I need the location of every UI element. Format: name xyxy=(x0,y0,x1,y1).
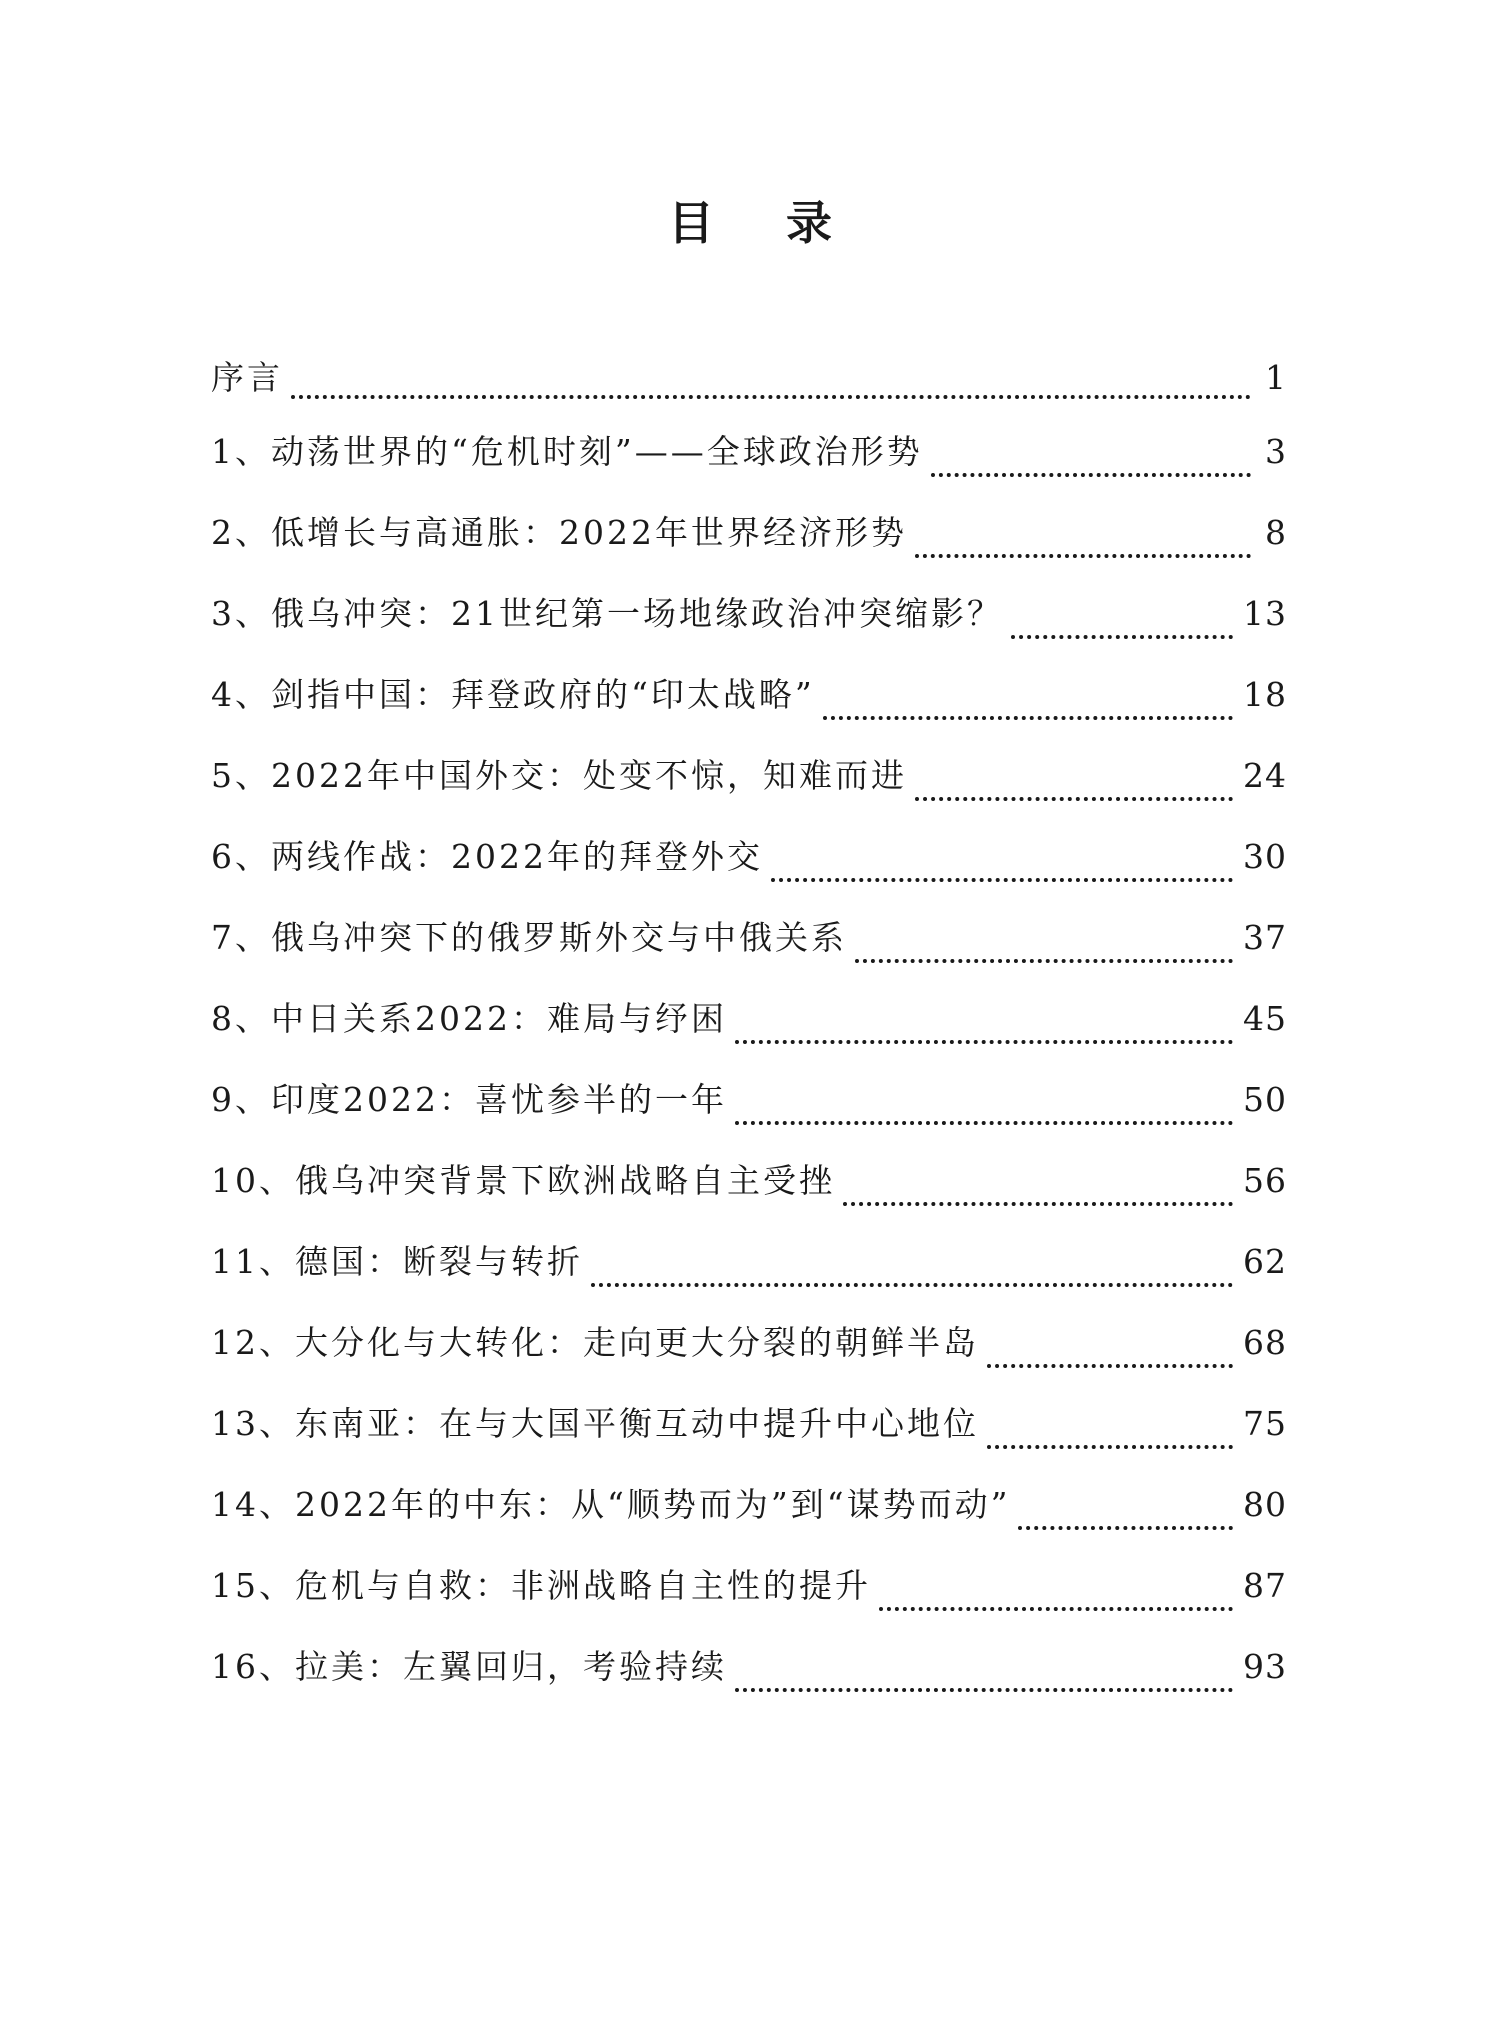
toc-entry-9[interactable] xyxy=(211,1070,1287,1151)
toc-entry-12[interactable] xyxy=(211,1313,1287,1394)
toc-entry-title: 12、大分化与大转化：走向更大分裂的朝鲜半岛 xyxy=(211,1323,979,1362)
toc-entry-title: 10、俄乌冲突背景下欧洲战略自主受挫 xyxy=(211,1161,835,1200)
toc-page-number: 62 xyxy=(1243,1242,1287,1281)
dot-leader xyxy=(987,1364,1233,1368)
toc-entry-title: 16、拉美：左翼回归，考验持续 xyxy=(211,1647,727,1686)
toc-entry-title: 1、动荡世界的“危机时刻”——全球政治形势 xyxy=(211,432,923,471)
toc-entry-title: 2、低增长与高通胀：2022年世界经济形势 xyxy=(211,513,907,552)
dot-leader xyxy=(1011,635,1233,639)
toc-page-number: 50 xyxy=(1243,1080,1287,1119)
toc-entry-15[interactable] xyxy=(211,1556,1287,1637)
toc-page-number: 18 xyxy=(1243,675,1287,714)
dot-leader xyxy=(931,473,1251,477)
dot-leader xyxy=(735,1688,1233,1692)
toc-page-number: 56 xyxy=(1243,1161,1287,1200)
toc-page-number: 1 xyxy=(1265,358,1287,397)
toc-entry-5[interactable] xyxy=(211,746,1287,827)
toc-entry-title: 9、印度2022：喜忧参半的一年 xyxy=(211,1080,727,1119)
toc-entry-14[interactable] xyxy=(211,1475,1287,1556)
toc-entry-title: 14、2022年的中东：从“顺势而为”到“谋势而动” xyxy=(211,1485,1011,1524)
page-title: 目 录 xyxy=(667,196,860,250)
toc-entry-title: 15、危机与自救：非洲战略自主性的提升 xyxy=(211,1566,871,1605)
toc-entry-7[interactable] xyxy=(211,908,1287,989)
dot-leader xyxy=(987,1445,1233,1449)
toc-entry-title: 11、德国：断裂与转折 xyxy=(211,1242,583,1281)
toc-entry-title: 8、中日关系2022：难局与纾困 xyxy=(211,999,727,1038)
toc-page-number: 68 xyxy=(1243,1323,1287,1362)
toc-entry-3[interactable] xyxy=(211,584,1287,665)
toc-page-number: 13 xyxy=(1243,594,1287,633)
toc-entry-16[interactable] xyxy=(211,1637,1287,1718)
toc-entry-preface[interactable] xyxy=(211,348,1287,422)
toc-page-number: 75 xyxy=(1243,1404,1287,1443)
toc-page-number: 30 xyxy=(1243,837,1287,876)
toc-page-number: 8 xyxy=(1265,513,1287,552)
toc-entry-2[interactable] xyxy=(211,503,1287,584)
toc-entry-13[interactable] xyxy=(211,1394,1287,1475)
dot-leader xyxy=(915,797,1233,801)
toc-entry-title: 5、2022年中国外交：处变不惊，知难而进 xyxy=(211,756,907,795)
toc-entry-1[interactable] xyxy=(211,422,1287,503)
dot-leader xyxy=(843,1202,1233,1206)
dot-leader xyxy=(1018,1526,1233,1530)
toc-entry-title: 13、东南亚：在与大国平衡互动中提升中心地位 xyxy=(211,1404,979,1443)
toc-entry-title: 7、俄乌冲突下的俄罗斯外交与中俄关系 xyxy=(211,918,847,957)
toc-entry-title: 6、两线作战：2022年的拜登外交 xyxy=(211,837,763,876)
dot-leader xyxy=(735,1040,1233,1044)
dot-leader xyxy=(771,878,1233,882)
toc-entry-title: 4、剑指中国：拜登政府的“印太战略” xyxy=(211,675,815,714)
toc-entry-10[interactable] xyxy=(211,1151,1287,1232)
dot-leader xyxy=(855,959,1233,963)
dot-leader xyxy=(879,1607,1233,1611)
toc-entry-title: 序言 xyxy=(211,358,283,397)
toc-entry-11[interactable] xyxy=(211,1232,1287,1313)
toc-page-number: 87 xyxy=(1243,1566,1287,1605)
table-of-contents xyxy=(211,348,1287,1718)
toc-entry-6[interactable] xyxy=(211,827,1287,908)
dot-leader xyxy=(735,1121,1233,1125)
toc-page-number: 93 xyxy=(1243,1647,1287,1686)
toc-page-number: 37 xyxy=(1243,918,1287,957)
dot-leader xyxy=(591,1283,1233,1287)
toc-entry-4[interactable] xyxy=(211,665,1287,746)
dot-leader xyxy=(291,395,1251,399)
toc-entry-8[interactable] xyxy=(211,989,1287,1070)
toc-page-number: 24 xyxy=(1243,756,1287,795)
toc-page-number: 80 xyxy=(1243,1485,1287,1524)
toc-page-number: 3 xyxy=(1265,432,1287,471)
dot-leader xyxy=(915,554,1251,558)
toc-page-number: 45 xyxy=(1243,999,1287,1038)
dot-leader xyxy=(823,716,1233,720)
toc-entry-title: 3、俄乌冲突：21世纪第一场地缘政治冲突缩影？ xyxy=(211,594,1003,633)
